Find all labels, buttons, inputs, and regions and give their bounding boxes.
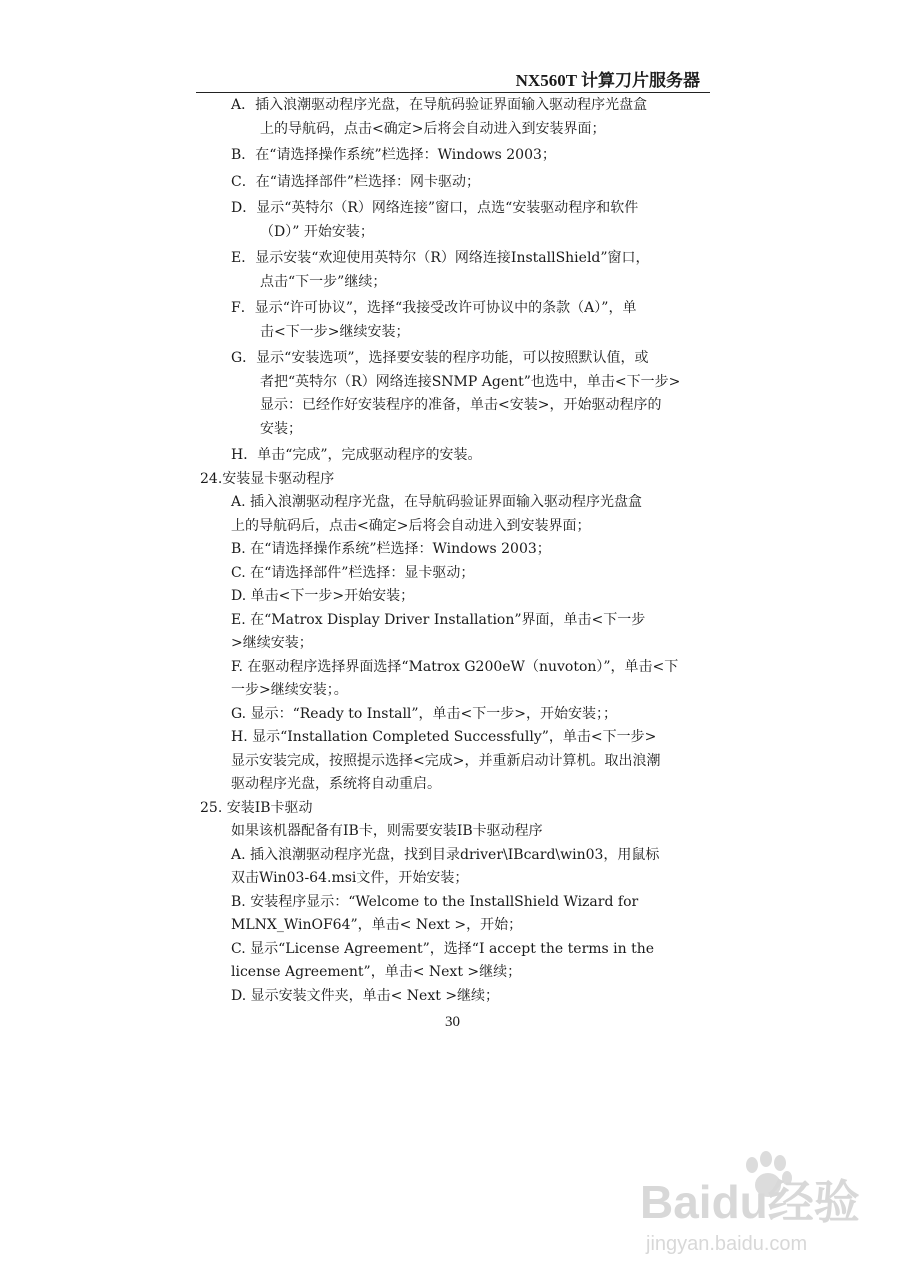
step-line: 安装； — [260, 420, 302, 437]
step-line: 击<下一步>继续安装； — [260, 323, 410, 340]
step-line: 上的导航码，点击<确定>后将会自动进入到安装界面； — [260, 120, 606, 137]
step-line: 者把“英特尔（R）网络连接SNMP Agent”也选中，单击<下一步> — [260, 373, 681, 390]
step-line: MLNX_WinOF64”，单击< Next >，开始； — [231, 917, 523, 933]
step-line: H. 显示“Installation Completed Successfully”，单击<下一步> — [231, 729, 657, 745]
document-header-title: NX560T 计算刀片服务器 — [515, 71, 700, 90]
step-line: A．插入浪潮驱动程序光盘，在导航码验证界面输入驱动程序光盘盒 — [231, 97, 648, 113]
step-line: 点击“下一步”继续； — [260, 273, 387, 290]
step-line: F．显示“许可协议”，选择“我接受改许可协议中的条款（A）”，单 — [231, 300, 637, 316]
step-line: 显示：已经作好安装程序的准备，单击<安装>，开始驱动程序的 — [260, 397, 662, 413]
step-line: E. 在“Matrox Display Driver Installation”界面，单击<下一步 — [231, 611, 646, 628]
step-line: B．在“请选择操作系统”栏选择：Windows 2003； — [231, 147, 556, 163]
step-line: A. 插入浪潮驱动程序光盘，找到目录driver\IBcard\win03，用鼠标 — [231, 846, 660, 863]
header-rule — [196, 92, 710, 93]
step-line: A. 插入浪潮驱动程序光盘，在导航码验证界面输入驱动程序光盘盒 — [231, 494, 643, 510]
step-line: E．显示安装“欢迎使用英特尔（R）网络连接InstallShield”窗口， — [231, 250, 650, 266]
section-heading: 24.安装显卡驱动程序 — [200, 470, 335, 487]
document-body — [200, 94, 712, 1008]
step-line: H．单击“完成”，完成驱动程序的安装。 — [231, 447, 482, 463]
baidu-jingyan-watermark — [640, 1150, 870, 1260]
step-line: 驱动程序光盘，系统将自动重启。 — [231, 776, 441, 792]
step-line: D. 显示安装文件夹，单击< Next >继续； — [231, 987, 500, 1004]
watermark-brand: Baidu经验 — [640, 1176, 860, 1228]
step-line: G. 显示：“Ready to Install”，单击<下一步>，开始安装；； — [231, 705, 618, 722]
step-line: 上的导航码后，点击<确定>后将会自动进入到安装界面； — [231, 517, 591, 534]
step-line: C. 在“请选择部件”栏选择：显卡驱动； — [231, 564, 475, 581]
step-line: B. 在“请选择操作系统”栏选择：Windows 2003； — [231, 541, 551, 557]
step-line: 双击Win03-64.msi文件，开始安装； — [231, 870, 469, 886]
section-heading: 25. 安装IB卡驱动 — [200, 799, 313, 816]
step-line: G．显示“安装选项”，选择要安装的程序功能，可以按照默认值，或 — [231, 350, 649, 366]
step-line: 一步>继续安装；。 — [231, 682, 348, 698]
step-line: 显示安装完成，按照提示选择<完成>，并重新启动计算机。取出浪潮 — [231, 752, 661, 769]
step-line: D. 单击<下一步>开始安装； — [231, 588, 415, 604]
step-line: license Agreement”，单击< Next >继续； — [231, 964, 522, 980]
page-number: 30 — [445, 1014, 460, 1030]
watermark-url: jingyan.baidu.com — [646, 1233, 808, 1255]
step-line: F. 在驱动程序选择界面选择“Matrox G200eW（nuvoton）”，单击<下 — [231, 658, 679, 675]
step-line: C．在“请选择部件”栏选择：网卡驱动； — [231, 173, 481, 190]
step-line: >继续安装； — [231, 635, 313, 651]
step-line: B. 安装程序显示：“Welcome to the InstallShield Wizard for — [231, 893, 639, 910]
step-line: C. 显示“License Agreement”，选择“I accept the terms in the — [231, 940, 655, 957]
step-line: （D）” 开始安装； — [260, 223, 374, 240]
step-line: D．显示“英特尔（R）网络连接”窗口，点选“安装驱动程序和软件 — [231, 200, 639, 216]
step-line: 如果该机器配备有IB卡，则需要安装IB卡驱动程序 — [231, 823, 543, 839]
